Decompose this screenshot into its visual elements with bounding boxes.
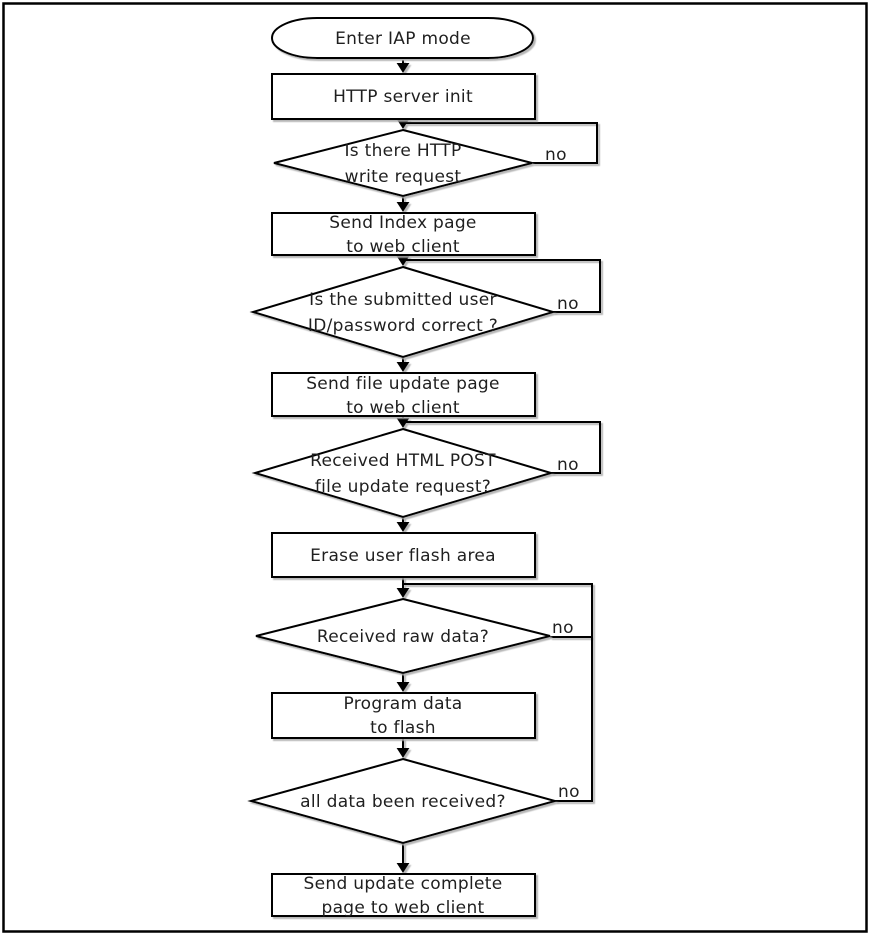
arrowhead-d3-to-erase <box>397 522 410 532</box>
process-send-index-page-label-line2: to web client <box>346 237 460 257</box>
no-label-http-write-request: no <box>545 145 567 165</box>
no-label-credentials: no <box>557 294 579 314</box>
no-label-html-post: no <box>557 455 579 475</box>
process-send-update-complete-label-line2: page to web client <box>321 898 485 918</box>
arrowhead-d4-to-program <box>397 682 410 692</box>
arrowhead-d5-to-complete <box>397 863 410 873</box>
arrowhead-program-to-d5 <box>397 748 410 758</box>
decision-html-post-label-line2: file update request? <box>314 477 492 497</box>
process-program-data-label-line2: to flash <box>370 718 436 738</box>
process-send-index-page-label-line1: Send Index page <box>329 213 477 233</box>
decision-http-write-request-label-line1: Is there HTTP <box>344 141 462 161</box>
decision-html-post-label-line1: Received HTML POST <box>310 451 496 471</box>
decision-credentials-label-line1: Is the submitted user <box>309 290 497 310</box>
terminator-start-label: Enter IAP mode <box>335 29 471 49</box>
process-erase-user-flash-label: Erase user flash area <box>310 546 496 566</box>
decision-raw-data-label: Received raw data? <box>316 627 490 647</box>
no-label-raw-data: no <box>552 618 574 638</box>
decision-credentials-shape <box>253 267 553 357</box>
arrowhead-start-to-init <box>397 63 410 73</box>
arrowhead-d1-to-sendindex <box>397 202 410 212</box>
decision-http-write-request-label-line2: write request <box>344 167 462 187</box>
no-label-all-data-received: no <box>558 782 580 802</box>
decision-html-post-shape <box>255 429 551 517</box>
process-send-file-update-page-label-line1: Send file update page <box>306 374 500 394</box>
process-send-update-complete-label-line1: Send update complete <box>303 874 503 894</box>
decision-credentials-label-line2: ID/password correct ? <box>307 316 499 336</box>
decision-all-data-received-label: all data been received? <box>300 792 506 812</box>
arrowhead-d2-to-sendfile <box>397 362 410 372</box>
process-http-server-init-label: HTTP server init <box>333 87 473 107</box>
process-send-file-update-page-label-line2: to web client <box>346 398 460 418</box>
arrowhead-erase-to-d4 <box>397 588 410 598</box>
process-program-data-label-line1: Program data <box>343 694 463 714</box>
